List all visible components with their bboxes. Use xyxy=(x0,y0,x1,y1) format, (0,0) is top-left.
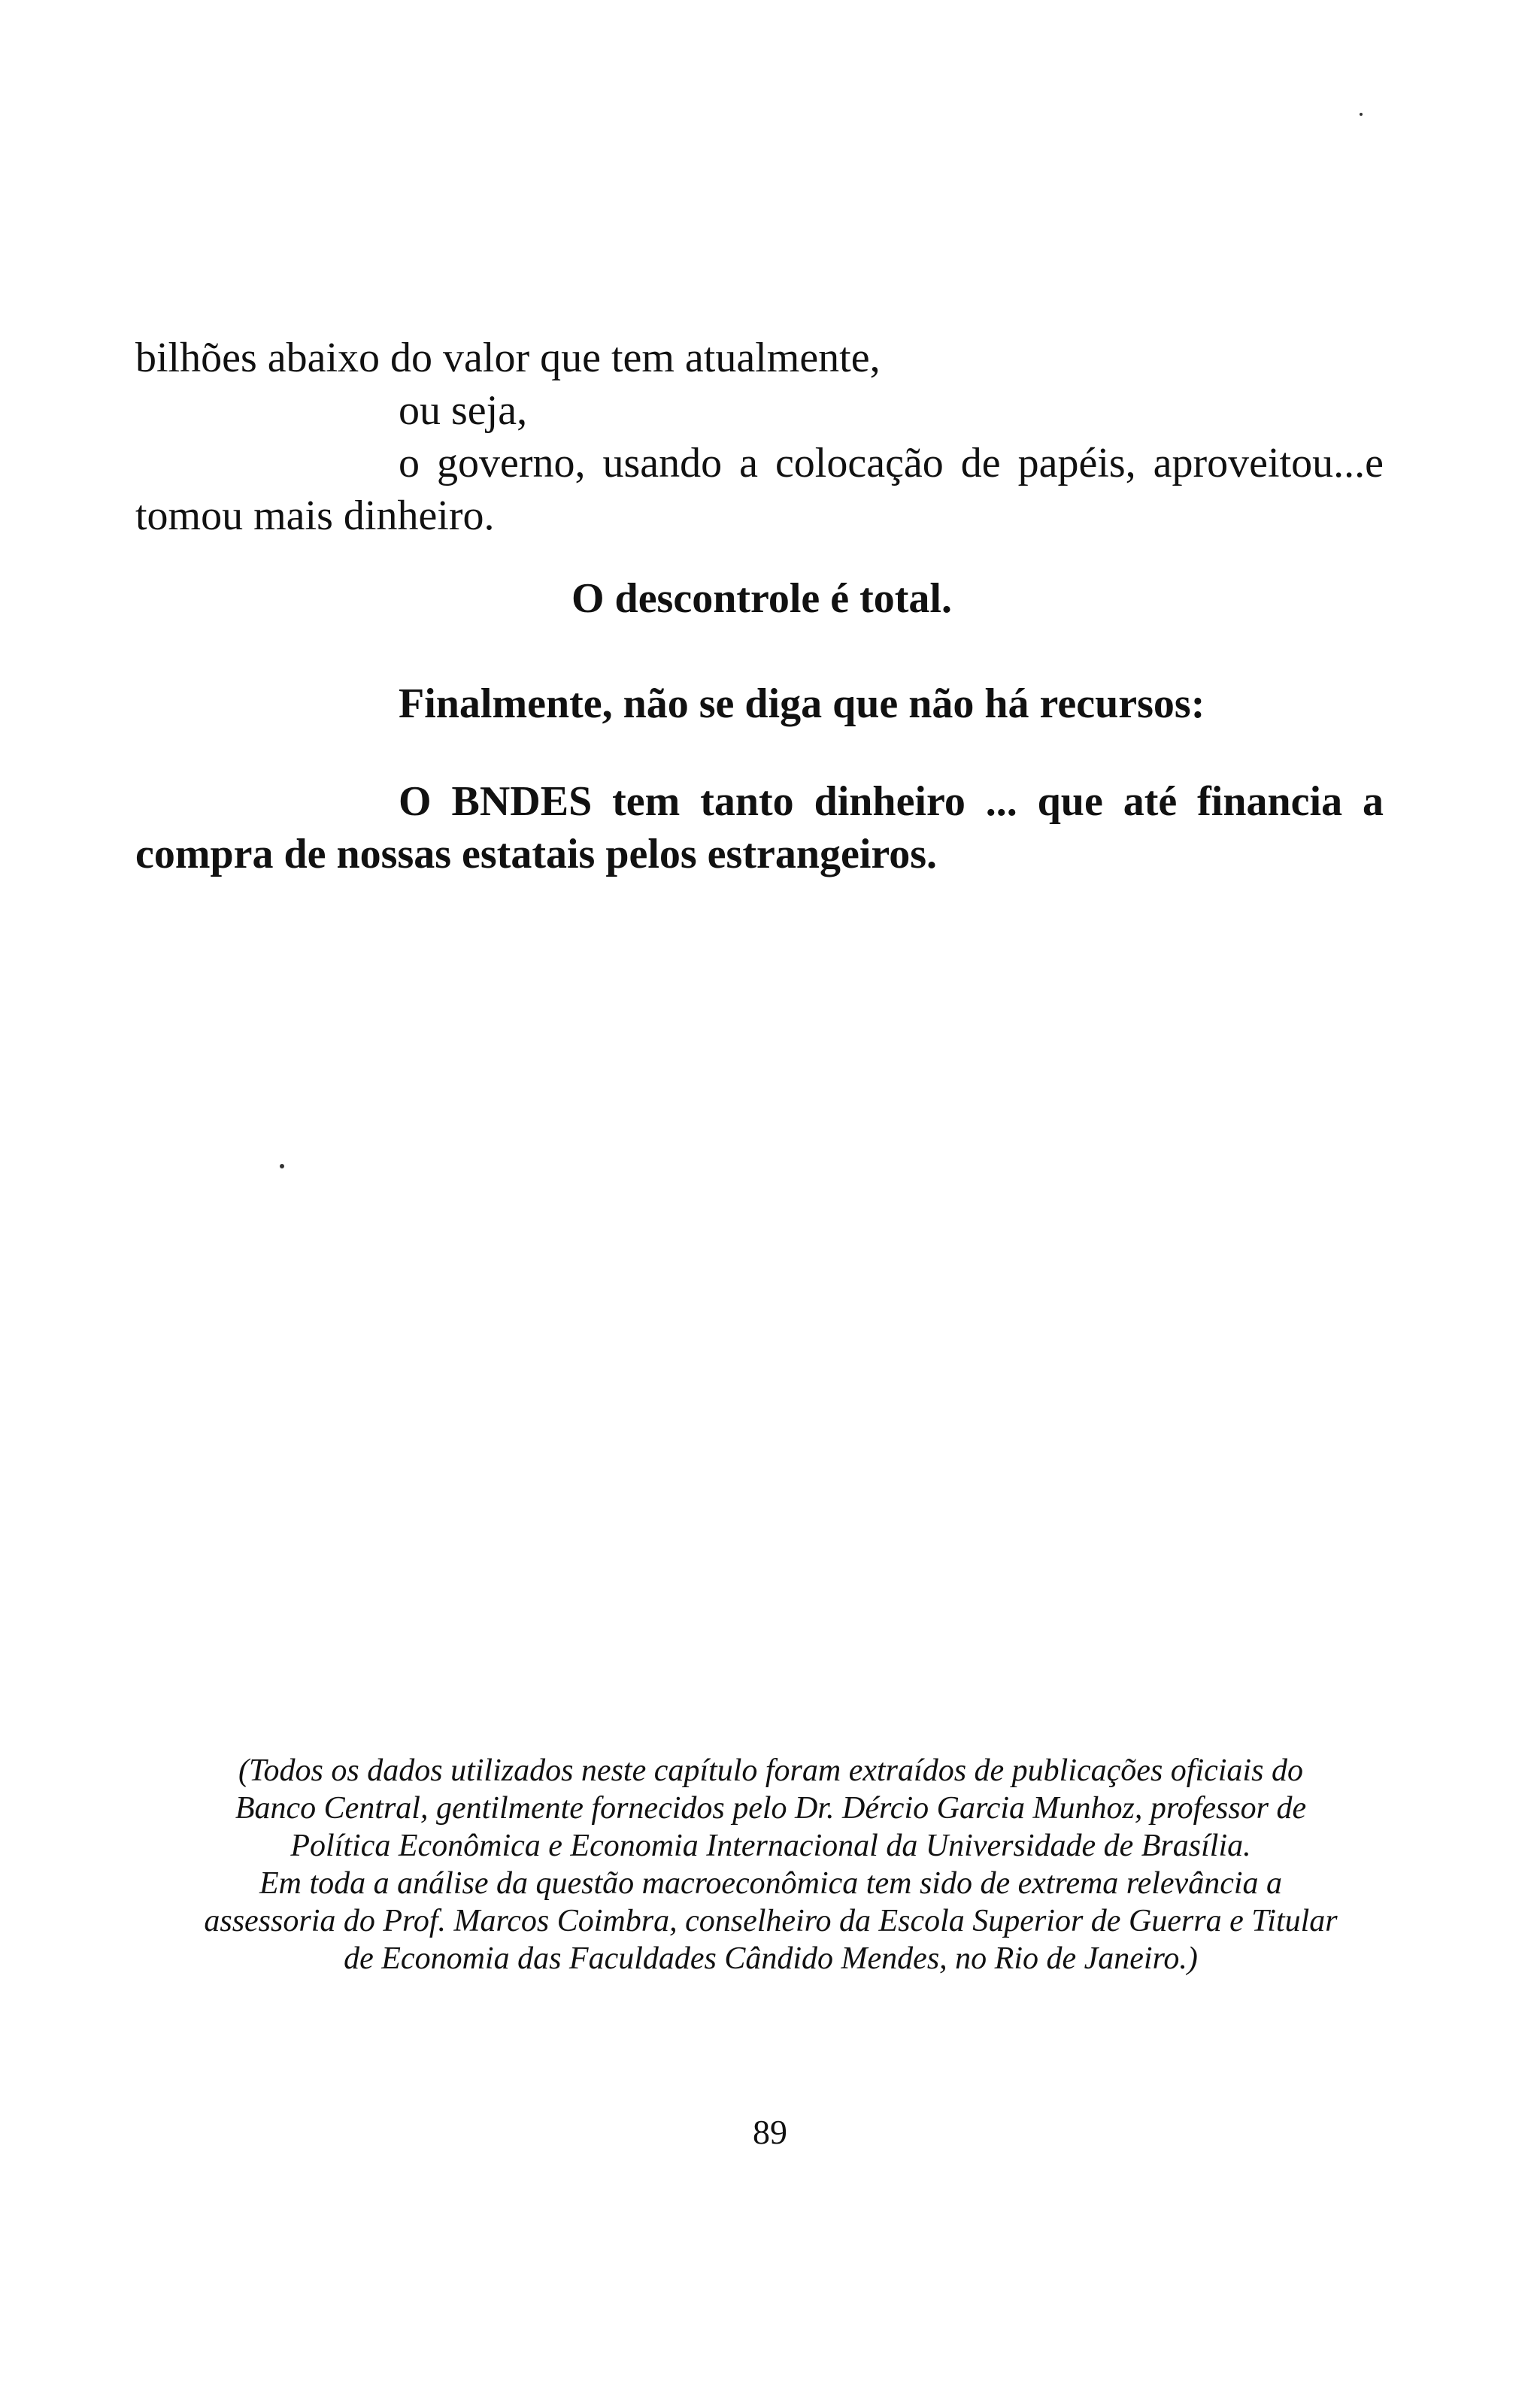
emphasis-line: O descontrole é total. xyxy=(571,575,952,622)
footnote-line-4: Em toda a análise da questão macroeconômica tem sido de extrema relevância a xyxy=(259,1866,1283,1901)
scan-speck xyxy=(280,1164,284,1168)
body-line-1: bilhões abaixo do valor que tem atualmente, xyxy=(135,335,881,381)
bold-line-compra: compra de nossas estatais pelos estrangeiros. xyxy=(135,831,938,877)
scan-speck xyxy=(1360,113,1363,116)
bold-line-bndes: O BNDES tem tanto dinheiro ... que até financia a xyxy=(399,778,1384,825)
body-line-4: tomou mais dinheiro. xyxy=(135,492,495,539)
footnote-line-2: Banco Central, gentilmente fornecidos pelo Dr. Dércio Garcia Munhoz, professor de xyxy=(235,1791,1307,1826)
body-line-3: o governo, usando a colocação de papéis, aproveitou...e xyxy=(399,440,1384,486)
footnote-line-1: (Todos os dados utilizados neste capítulo foram extraídos de publicações oficiais do xyxy=(238,1753,1303,1788)
body-line-2: ou seja, xyxy=(399,387,528,434)
page-number: 89 xyxy=(753,2113,787,2151)
bold-line-finalmente: Finalmente, não se diga que não há recursos: xyxy=(399,680,1205,727)
footnote xyxy=(113,1752,1429,1977)
footnote-line-6: de Economia das Faculdades Cândido Mendes, no Rio de Janeiro.) xyxy=(344,1941,1198,1976)
footnote-line-5: assessoria do Prof. Marcos Coimbra, conselheiro da Escola Superior de Guerra e Titular xyxy=(204,1904,1338,1938)
footnote-line-3: Política Econômica e Economia Internacional da Universidade de Brasília. xyxy=(290,1829,1251,1863)
